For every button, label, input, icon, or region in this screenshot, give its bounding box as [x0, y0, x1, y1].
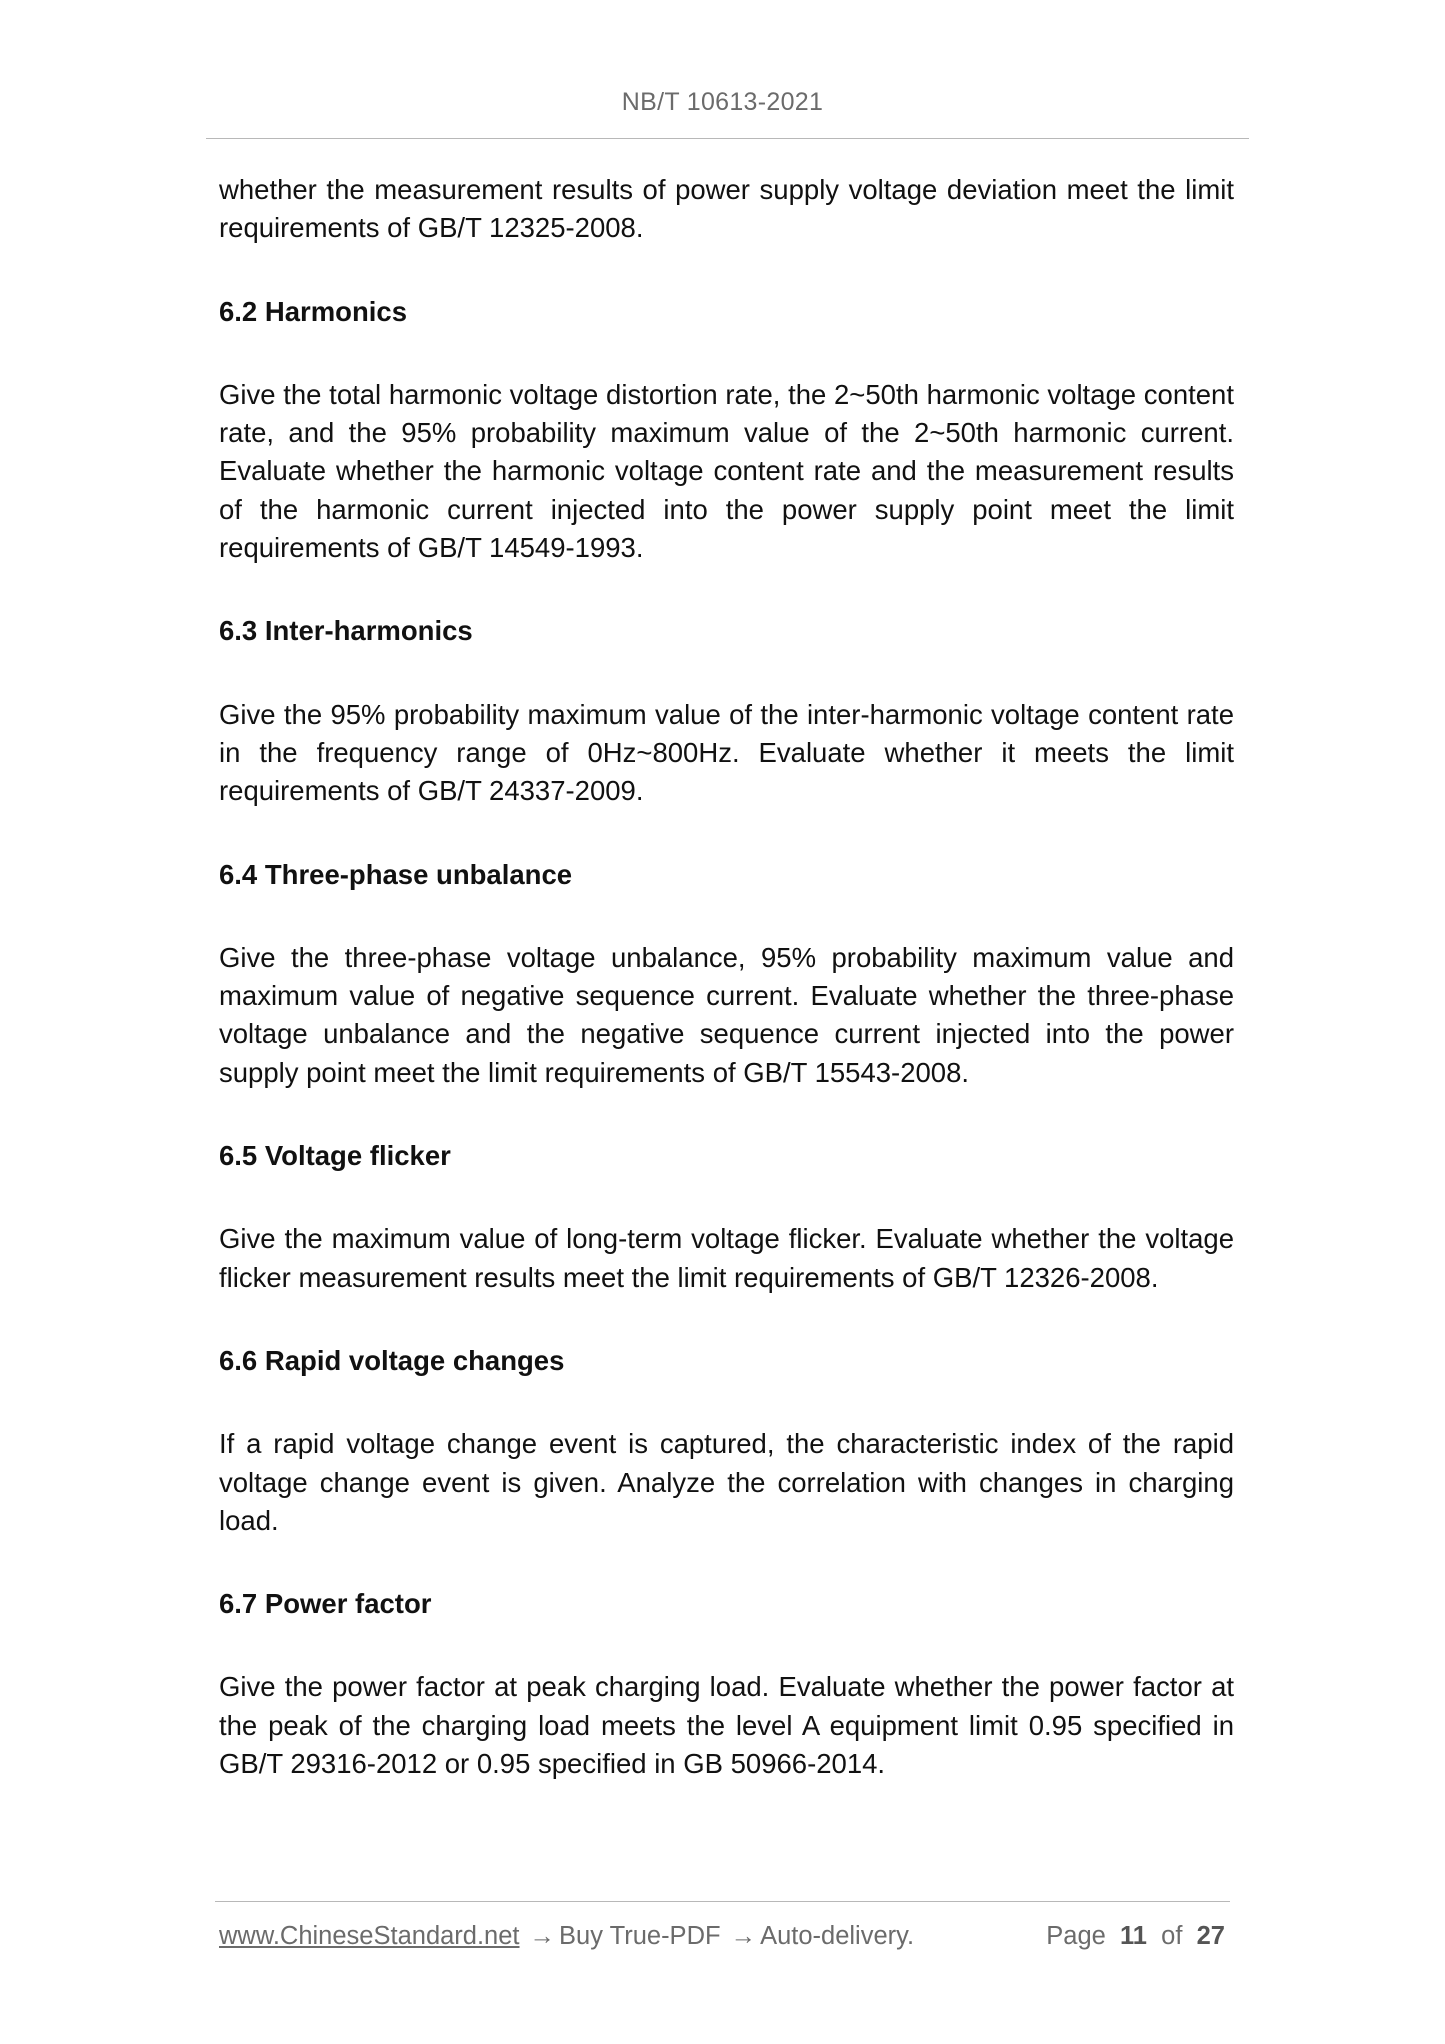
section-heading-three-phase-unbalance: 6.4 Three-phase unbalance — [219, 858, 573, 890]
page-indicator — [1046, 1922, 1225, 1951]
site-link[interactable]: www.ChineseStandard.net — [219, 1922, 520, 1950]
header-divider — [206, 138, 1249, 139]
arrow-right-icon: → — [529, 1922, 556, 1950]
page-header: NB/T 10613-2021 — [621, 88, 824, 116]
arrow-right-icon: → — [730, 1922, 757, 1950]
current-page-number: 11 — [1120, 1922, 1147, 1950]
section-text-inter-harmonics: Give the 95% probability maximum value of the inter-harmonic voltage content rate in the frequency range of 0Hz~800Hz. Evaluate whether it meets the limit requirements of GB/T 24337-2009. — [219, 698, 1234, 807]
delivery-text: Auto-delivery. — [760, 1922, 915, 1950]
section-text-rapid-voltage-changes: If a rapid voltage change event is captured, the characteristic index of the rapid voltage change event is given. Analyze the correlation with changes in charging load. — [219, 1428, 1234, 1536]
section-heading-voltage-flicker: 6.5 Voltage flicker — [219, 1140, 451, 1172]
buy-text: Buy True-PDF — [559, 1922, 721, 1950]
section-text-harmonics: Give the total harmonic voltage distortion rate, the 2~50th harmonic voltage content rate, and the 95% probability maximum value of the 2~50th harmonic current. Evaluate whether the harmonic voltage content rate and the measurement results of the harmonic current injected into the power supply point meet the limit requirements of GB/T 14549-1993. — [219, 378, 1234, 564]
footer-divider — [215, 1901, 1230, 1902]
section-heading-rapid-voltage-changes: 6.6 Rapid voltage changes — [219, 1344, 565, 1376]
intro-paragraph: whether the measurement results of power supply voltage deviation meet the limit requirements of GB/T 12325-2008. — [219, 174, 1234, 244]
section-heading-harmonics: 6.2 Harmonics — [219, 295, 408, 327]
page-footer — [219, 1922, 1225, 1951]
section-heading-inter-harmonics: 6.3 Inter-harmonics — [219, 615, 473, 647]
section-text-voltage-flicker: Give the maximum value of long-term voltage flicker. Evaluate whether the voltage flicker measurement results meet the limit requirements of GB/T 12326-2008. — [219, 1223, 1234, 1293]
total-pages-number: 27 — [1196, 1922, 1225, 1950]
section-heading-power-factor: 6.7 Power factor — [219, 1588, 432, 1620]
section-text-power-factor: Give the power factor at peak charging load. Evaluate whether the power factor at the peak of the charging load meets the level A equipment limit 0.95 specified in GB/T 29316-2012 or 0.95 specified in GB 50966-2014. — [219, 1671, 1234, 1780]
page-label: Page — [1046, 1922, 1106, 1950]
section-text-three-phase-unbalance: Give the three-phase voltage unbalance, 95% probability maximum value and maximum value of negative sequence current. Evaluate whether the three-phase voltage unbalance and the negative sequence current injected into the power supply point meet the limit requirements of GB/T 15543-2008. — [219, 941, 1234, 1088]
document-body — [219, 171, 1234, 1783]
of-label: of — [1161, 1922, 1183, 1950]
